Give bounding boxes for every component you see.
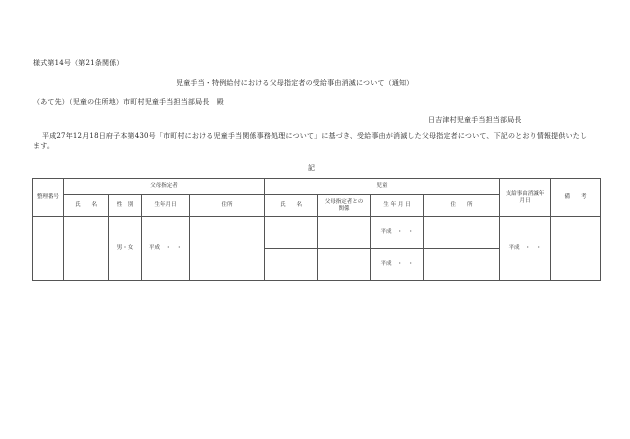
- header-number: 整理番号: [33, 179, 64, 217]
- cell-child-birth: 平成 ・ ・: [371, 217, 424, 249]
- header-parent-name: 氏 名: [64, 195, 109, 217]
- table-row: [33, 217, 601, 249]
- cell-child-relation: [318, 249, 371, 281]
- header-parent-address: 住所: [190, 195, 265, 217]
- notice-table: [32, 178, 601, 281]
- cell-child-birth: 平成 ・ ・: [371, 249, 424, 281]
- header-child-address: 住 所: [424, 195, 500, 217]
- header-child-group: 児童: [265, 179, 500, 195]
- header-parent-group: 父母指定者: [64, 179, 265, 195]
- cell-child-name: [265, 217, 318, 249]
- cell-parent-name: [64, 217, 109, 281]
- addressee: （あて先）（児童の住所地）市町村児童手当担当部局長 殿: [33, 98, 224, 106]
- header-remarks: 備 考: [551, 179, 601, 217]
- header-parent-sex: 性 別: [109, 195, 142, 217]
- cell-parent-address: [190, 217, 265, 281]
- document-title: 児童手当・特例給付における父母指定者の受給事由消滅について（通知）: [176, 79, 414, 87]
- header-extinction-date: 支給事由消滅年月日: [500, 179, 551, 217]
- ki-mark: 記: [308, 164, 316, 172]
- table-header-row-1: [33, 179, 601, 195]
- cell-number: [33, 217, 64, 281]
- header-child-name: 氏 名: [265, 195, 318, 217]
- header-parent-birth: 生年月日: [142, 195, 190, 217]
- body-text: 平成27年12月18日府子本第430号「市町村における児童手当関係事務処理について」に基づき、受給事由が消滅した父母指定者について、下記のとおり情報提供いたします。: [33, 132, 588, 150]
- cell-child-address: [424, 217, 500, 249]
- form-number: 様式第14号（第21条関係）: [33, 59, 124, 67]
- cell-child-relation: [318, 217, 371, 249]
- sender: 日吉津村児童手当担当部局長: [428, 116, 522, 124]
- cell-remarks: [551, 217, 601, 281]
- cell-parent-birth: 平成 ・ ・: [142, 217, 190, 281]
- header-child-birth: 生 年 月 日: [371, 195, 424, 217]
- cell-child-name: [265, 249, 318, 281]
- cell-parent-sex: 男・女: [109, 217, 142, 281]
- header-child-relation: 父母指定者との関係: [318, 195, 371, 217]
- cell-extinction-date: 平成 ・ ・: [500, 217, 551, 281]
- cell-child-address: [424, 249, 500, 281]
